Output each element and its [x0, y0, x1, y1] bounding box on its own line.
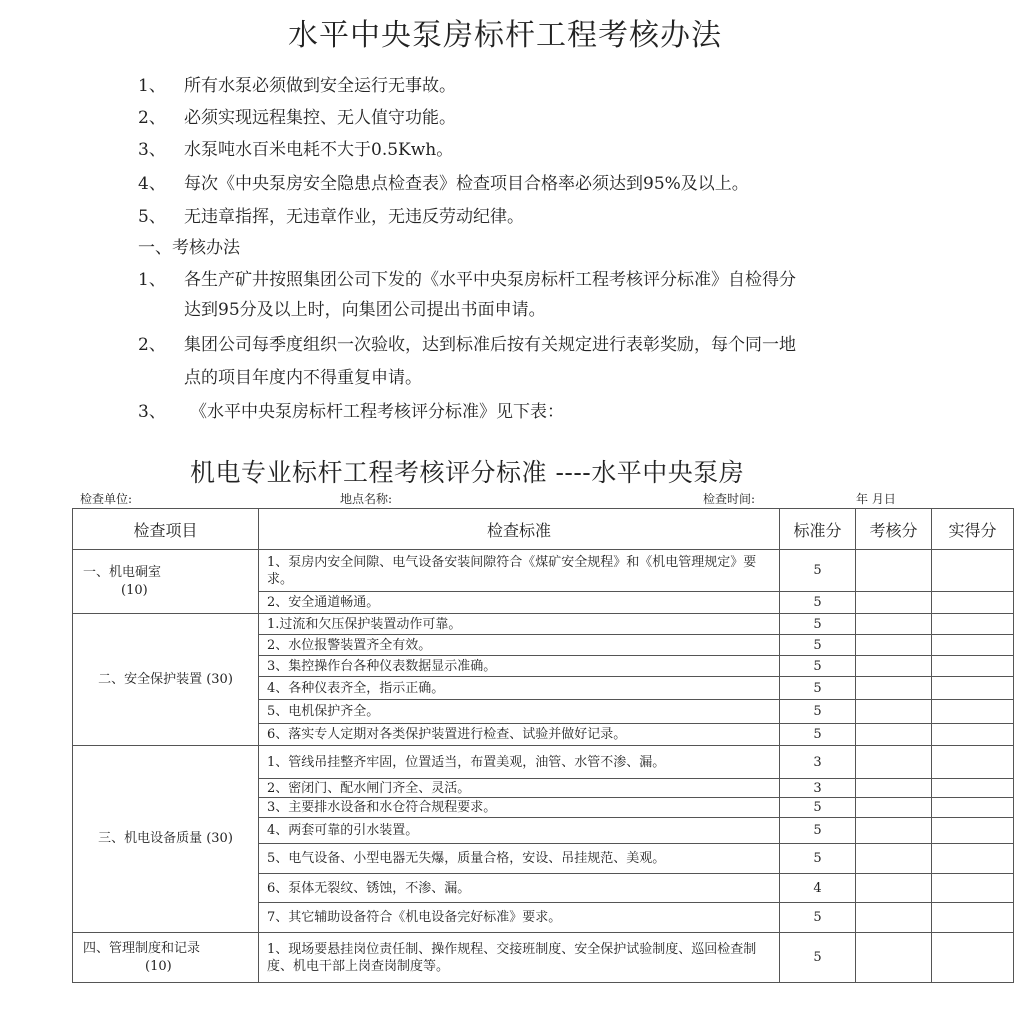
- assessed-score-cell[interactable]: [856, 700, 932, 724]
- category-cell: [73, 614, 259, 746]
- assessed-score-cell[interactable]: [856, 656, 932, 677]
- standard-cell: 2、密闭门、配水闸门齐全、灵活。: [259, 779, 780, 798]
- standard-cell: 1、现场要悬挂岗位责任制、操作规程、交接班制度、安全保护试验制度、巡回检查制度、机电干部上岗查岗制度等。: [259, 933, 780, 983]
- actual-score-cell[interactable]: [932, 874, 1014, 903]
- requirement-item: [138, 71, 456, 96]
- item-text: 无违章指挥，无违章作业，无违反劳动纪律。: [184, 207, 524, 227]
- standard-score-cell: 5: [780, 700, 856, 724]
- actual-score-cell[interactable]: [932, 903, 1014, 933]
- requirement-item: [138, 169, 749, 194]
- item-number: 2、: [138, 335, 166, 355]
- category-label: 三、机电设备质量 (30): [98, 831, 233, 846]
- standard-cell: 1、泵房内安全间隙、电气设备安装间隙符合《煤矿安全规程》和《机电管理规定》要求。: [259, 550, 780, 592]
- standard-score-cell: 3: [780, 779, 856, 798]
- actual-score-cell[interactable]: [932, 746, 1014, 779]
- method-item: [138, 330, 796, 355]
- table-row: [73, 550, 1014, 592]
- actual-score-cell[interactable]: [932, 779, 1014, 798]
- standard-score-cell: 4: [780, 874, 856, 903]
- scoring-table: [72, 508, 1014, 983]
- actual-score-cell[interactable]: [932, 635, 1014, 656]
- table-row: [73, 746, 1014, 779]
- table-row: [73, 614, 1014, 635]
- standard-score-cell: 5: [780, 656, 856, 677]
- category-label: 一、机电硐室: [83, 564, 162, 580]
- actual-score-cell[interactable]: [932, 700, 1014, 724]
- actual-score-cell[interactable]: [932, 550, 1014, 592]
- section-heading: 一、考核办法: [138, 238, 240, 258]
- method-item-continuation: 点的项目年度内不得重复申请。: [184, 368, 422, 388]
- inspection-unit-label: 检查单位:: [80, 492, 133, 506]
- item-text: 必须实现远程集控、无人值守功能。: [184, 108, 456, 128]
- location-name-label: 地点名称:: [340, 492, 393, 506]
- table-title: 机电专业标杆工程考核评分标准 ----水平中央泵房: [190, 458, 745, 487]
- header-assessed-score: 考核分: [856, 509, 932, 550]
- actual-score-cell[interactable]: [932, 677, 1014, 700]
- standard-cell: 5、电气设备、小型电器无失爆，质量合格，安设、吊挂规范、美观。: [259, 844, 780, 874]
- method-item: [138, 265, 796, 290]
- item-text: 每次《中央泵房安全隐患点检查表》检查项目合格率必须达到95%及以上。: [184, 174, 749, 194]
- assessed-score-cell[interactable]: [856, 903, 932, 933]
- method-item-continuation: 达到95分及以上时，向集团公司提出书面申请。: [184, 300, 546, 320]
- header-standard-score: 标准分: [780, 509, 856, 550]
- item-text: 《水平中央泵房标杆工程考核评分标准》见下表：: [190, 402, 564, 422]
- actual-score-cell[interactable]: [932, 724, 1014, 746]
- assessed-score-cell[interactable]: [856, 779, 932, 798]
- actual-score-cell[interactable]: [932, 592, 1014, 614]
- category-points: (10): [145, 958, 172, 974]
- document-title: 水平中央泵房标杆工程考核办法: [288, 18, 722, 53]
- standard-score-cell: 5: [780, 903, 856, 933]
- actual-score-cell[interactable]: [932, 933, 1014, 983]
- item-number: 4、: [138, 174, 166, 194]
- assessed-score-cell[interactable]: [856, 550, 932, 592]
- header-item: 检查项目: [73, 509, 259, 550]
- standard-score-cell: 5: [780, 614, 856, 635]
- standard-score-cell: 5: [780, 818, 856, 844]
- standard-cell: 2、水位报警装置齐全有效。: [259, 635, 780, 656]
- assessed-score-cell[interactable]: [856, 818, 932, 844]
- standard-score-cell: 5: [780, 798, 856, 818]
- table-row: [73, 933, 1014, 983]
- assessed-score-cell[interactable]: [856, 844, 932, 874]
- assessed-score-cell[interactable]: [856, 874, 932, 903]
- standard-cell: 4、各种仪表齐全，指示正确。: [259, 677, 780, 700]
- category-cell: [73, 933, 259, 983]
- item-text: 水泵吨水百米电耗不大于0.5Kwh。: [184, 140, 454, 160]
- category-label: 二、安全保护装置 (30): [98, 671, 233, 687]
- requirement-item: [138, 202, 524, 227]
- standard-cell: 1.过流和欠压保护装置动作可靠。: [259, 614, 780, 635]
- item-text: 所有水泵必须做到安全运行无事故。: [184, 76, 456, 96]
- assessed-score-cell[interactable]: [856, 746, 932, 779]
- requirement-item: [138, 135, 453, 160]
- item-number: 1、: [138, 76, 166, 96]
- standard-score-cell: 5: [780, 933, 856, 983]
- item-number: 1、: [138, 270, 166, 290]
- standard-score-cell: 5: [780, 550, 856, 592]
- date-label: 年 月日: [856, 492, 896, 506]
- actual-score-cell[interactable]: [932, 818, 1014, 844]
- requirement-item: [138, 103, 456, 128]
- standard-score-cell: 3: [780, 746, 856, 779]
- standard-cell: 5、电机保护齐全。: [259, 700, 780, 724]
- standard-cell: 7、其它辅助设备符合《机电设备完好标准》要求。: [259, 903, 780, 933]
- actual-score-cell[interactable]: [932, 844, 1014, 874]
- standard-score-cell: 5: [780, 635, 856, 656]
- item-text: 集团公司每季度组织一次验收，达到标准后按有关规定进行表彰奖励，每个同一地: [184, 335, 796, 355]
- standard-cell: 3、集控操作台各种仪表数据显示准确。: [259, 656, 780, 677]
- actual-score-cell[interactable]: [932, 614, 1014, 635]
- standard-cell: 1、管线吊挂整齐牢固，位置适当，布置美观，油管、水管不渗、漏。: [259, 746, 780, 779]
- actual-score-cell[interactable]: [932, 656, 1014, 677]
- item-number: 5、: [138, 207, 166, 227]
- standard-cell: 3、主要排水设备和水仓符合规程要求。: [259, 798, 780, 818]
- standard-cell: 6、落实专人定期对各类保护装置进行检查、试验并做好记录。: [259, 724, 780, 746]
- category-cell: [73, 746, 259, 933]
- assessed-score-cell[interactable]: [856, 724, 932, 746]
- assessed-score-cell[interactable]: [856, 798, 932, 818]
- standard-cell: 2、安全通道畅通。: [259, 592, 780, 614]
- inspection-time-label: 检查时间:: [703, 492, 756, 506]
- item-number: 2、: [138, 108, 166, 128]
- item-text: 各生产矿井按照集团公司下发的《水平中央泵房标杆工程考核评分标准》自检得分: [184, 270, 796, 290]
- standard-cell: 4、两套可靠的引水装置。: [259, 818, 780, 844]
- item-number: 3、: [138, 402, 166, 422]
- category-cell: [73, 550, 259, 614]
- table-header-row: [73, 509, 1014, 550]
- method-item: [138, 397, 564, 422]
- standard-score-cell: 5: [780, 844, 856, 874]
- standard-score-cell: 5: [780, 592, 856, 614]
- assessed-score-cell[interactable]: [856, 635, 932, 656]
- header-actual-score: 实得分: [932, 509, 1014, 550]
- assessed-score-cell[interactable]: [856, 677, 932, 700]
- assessed-score-cell[interactable]: [856, 592, 932, 614]
- item-number: 3、: [138, 140, 166, 160]
- category-label: 四、管理制度和记录: [83, 940, 201, 956]
- actual-score-cell[interactable]: [932, 798, 1014, 818]
- standard-cell: 6、泵体无裂纹、锈蚀，不渗、漏。: [259, 874, 780, 903]
- assessed-score-cell[interactable]: [856, 614, 932, 635]
- category-points: (10): [121, 582, 148, 598]
- standard-score-cell: 5: [780, 677, 856, 700]
- assessed-score-cell[interactable]: [856, 933, 932, 983]
- header-standard: 检查标准: [259, 509, 780, 550]
- standard-score-cell: 5: [780, 724, 856, 746]
